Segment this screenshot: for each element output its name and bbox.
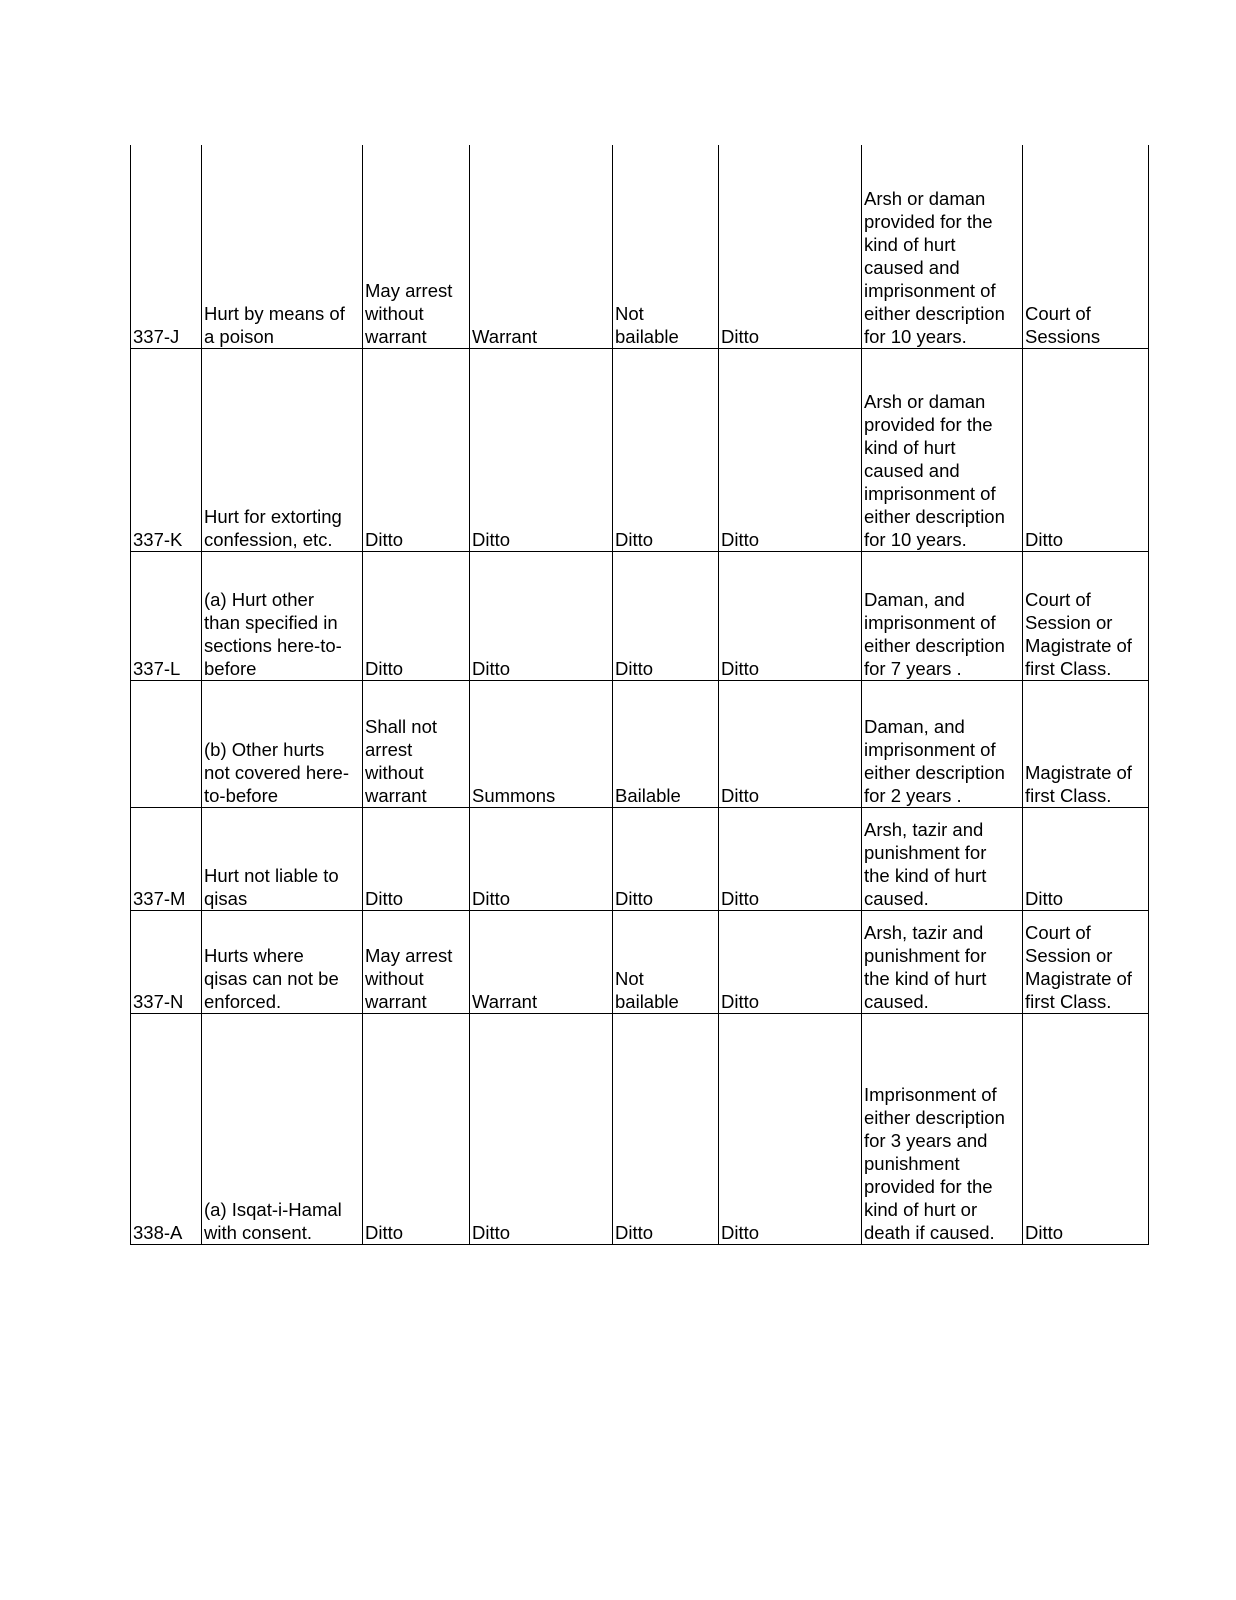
arrest-cell: Ditto xyxy=(363,348,470,551)
section-cell: 338-A xyxy=(131,1013,202,1244)
bail-cell: Ditto xyxy=(613,807,719,910)
bail-cell: Ditto xyxy=(613,1013,719,1244)
section-cell: 337-N xyxy=(131,910,202,1013)
table-row xyxy=(131,348,1149,551)
court-cell: Ditto xyxy=(1023,807,1149,910)
offence-cell: (a) Isqat-i-Hamal with consent. xyxy=(202,1013,363,1244)
compoundable-cell: Ditto xyxy=(719,145,862,348)
table-row xyxy=(131,807,1149,910)
process-cell: Warrant xyxy=(470,145,613,348)
offence-schedule-table xyxy=(130,145,1149,1245)
punishment-cell: Arsh, tazir and punishment for the kind of hurt caused. xyxy=(862,910,1023,1013)
section-cell: 337-L xyxy=(131,551,202,680)
arrest-cell: Ditto xyxy=(363,1013,470,1244)
table-row xyxy=(131,910,1149,1013)
compoundable-cell: Ditto xyxy=(719,807,862,910)
section-cell: 337-K xyxy=(131,348,202,551)
bail-cell: Not bailable xyxy=(613,910,719,1013)
arrest-cell: Shall not arrest without warrant xyxy=(363,680,470,807)
process-cell: Summons xyxy=(470,680,613,807)
section-cell xyxy=(131,680,202,807)
offence-cell: Hurt not liable to qisas xyxy=(202,807,363,910)
punishment-cell: Arsh or daman provided for the kind of hurt caused and imprisonment of either description for 10 years. xyxy=(862,145,1023,348)
bail-cell: Ditto xyxy=(613,551,719,680)
offence-cell: (a) Hurt other than specified in sections here-to- before xyxy=(202,551,363,680)
punishment-cell: Imprisonment of either description for 3 years and punishment provided for the kind of hurt or death if caused. xyxy=(862,1013,1023,1244)
process-cell: Warrant xyxy=(470,910,613,1013)
process-cell: Ditto xyxy=(470,1013,613,1244)
arrest-cell: Ditto xyxy=(363,551,470,680)
table-row xyxy=(131,551,1149,680)
court-cell: Court of Sessions xyxy=(1023,145,1149,348)
section-cell: 337-J xyxy=(131,145,202,348)
table-row xyxy=(131,1013,1149,1244)
compoundable-cell: Ditto xyxy=(719,348,862,551)
compoundable-cell: Ditto xyxy=(719,910,862,1013)
court-cell: Magistrate of first Class. xyxy=(1023,680,1149,807)
court-cell: Ditto xyxy=(1023,1013,1149,1244)
offence-cell: Hurts where qisas can not be enforced. xyxy=(202,910,363,1013)
arrest-cell: Ditto xyxy=(363,807,470,910)
process-cell: Ditto xyxy=(470,348,613,551)
table-row xyxy=(131,145,1149,348)
bail-cell: Ditto xyxy=(613,348,719,551)
court-cell: Court of Session or Magistrate of first Class. xyxy=(1023,551,1149,680)
offence-cell: Hurt by means of a poison xyxy=(202,145,363,348)
compoundable-cell: Ditto xyxy=(719,1013,862,1244)
punishment-cell: Arsh, tazir and punishment for the kind of hurt caused. xyxy=(862,807,1023,910)
table-row xyxy=(131,680,1149,807)
bail-cell: Not bailable xyxy=(613,145,719,348)
compoundable-cell: Ditto xyxy=(719,680,862,807)
court-cell: Ditto xyxy=(1023,348,1149,551)
punishment-cell: Daman, and imprisonment of either description for 2 years . xyxy=(862,680,1023,807)
court-cell: Court of Session or Magistrate of first Class. xyxy=(1023,910,1149,1013)
bail-cell: Bailable xyxy=(613,680,719,807)
punishment-cell: Arsh or daman provided for the kind of hurt caused and imprisonment of either description for 10 years. xyxy=(862,348,1023,551)
process-cell: Ditto xyxy=(470,807,613,910)
compoundable-cell: Ditto xyxy=(719,551,862,680)
offence-cell: Hurt for extorting confession, etc. xyxy=(202,348,363,551)
offence-cell: (b) Other hurts not covered here- to-before xyxy=(202,680,363,807)
process-cell: Ditto xyxy=(470,551,613,680)
section-cell: 337-M xyxy=(131,807,202,910)
arrest-cell: May arrest without warrant xyxy=(363,145,470,348)
punishment-cell: Daman, and imprisonment of either description for 7 years . xyxy=(862,551,1023,680)
arrest-cell: May arrest without warrant xyxy=(363,910,470,1013)
